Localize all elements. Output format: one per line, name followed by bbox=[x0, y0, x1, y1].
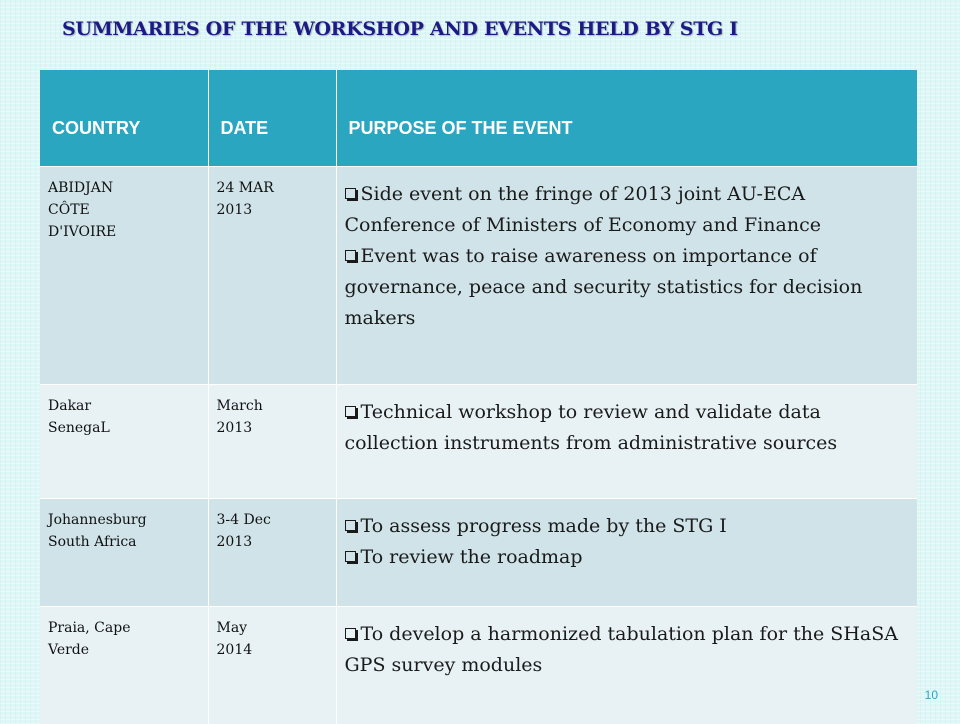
country-cell: ABIDJAN CÔTE D'IVOIRE bbox=[40, 166, 208, 384]
country-cell: Johannesburg South Africa bbox=[40, 498, 208, 606]
purpose-bullet bbox=[345, 511, 910, 542]
page-number: 10 bbox=[924, 688, 938, 702]
bullet-text: Event was to raise awareness on importance of governance, peace and security statistics for decision makers bbox=[344, 244, 863, 329]
purpose-cell bbox=[336, 166, 917, 384]
purpose-bullet bbox=[345, 542, 910, 573]
table-row bbox=[40, 606, 917, 724]
checkbox-bullet-icon bbox=[345, 250, 356, 261]
table-header-row bbox=[40, 70, 917, 166]
checkbox-bullet-icon bbox=[345, 551, 356, 562]
checkbox-bullet-icon bbox=[345, 628, 356, 639]
purpose-bullet bbox=[345, 619, 910, 681]
purpose-cell bbox=[336, 606, 917, 724]
events-table bbox=[40, 70, 917, 724]
date-cell: 24 MAR 2013 bbox=[208, 166, 336, 384]
checkbox-bullet-icon bbox=[345, 188, 356, 199]
purpose-bullet bbox=[345, 179, 910, 241]
date-cell: 3-4 Dec 2013 bbox=[208, 498, 336, 606]
header-purpose: PURPOSE OF THE EVENT bbox=[336, 70, 917, 166]
header-date: DATE bbox=[208, 70, 336, 166]
checkbox-bullet-icon bbox=[345, 406, 356, 417]
bullet-text: To develop a harmonized tabulation plan for the SHaSA GPS survey modules bbox=[344, 622, 898, 676]
bullet-text: To assess progress made by the STG I bbox=[360, 514, 727, 537]
bullet-text: Side event on the fringe of 2013 joint AU-ECA Conference of Ministers of Economy and Finance bbox=[344, 182, 821, 236]
purpose-bullet bbox=[345, 241, 910, 334]
purpose-bullet bbox=[345, 397, 910, 459]
date-cell: May 2014 bbox=[208, 606, 336, 724]
header-country: COUNTRY bbox=[40, 70, 208, 166]
checkbox-bullet-icon bbox=[345, 520, 356, 531]
bullet-text: To review the roadmap bbox=[360, 545, 583, 568]
table-row bbox=[40, 166, 917, 384]
date-cell: March 2013 bbox=[208, 384, 336, 498]
country-cell: Praia, Cape Verde bbox=[40, 606, 208, 724]
table-row bbox=[40, 384, 917, 498]
slide-title: SUMMARIES OF THE WORKSHOP AND EVENTS HELD BY STG I bbox=[62, 18, 738, 40]
purpose-cell bbox=[336, 384, 917, 498]
table-row bbox=[40, 498, 917, 606]
country-cell: Dakar SenegaL bbox=[40, 384, 208, 498]
purpose-cell bbox=[336, 498, 917, 606]
bullet-text: Technical workshop to review and validate data collection instruments from administrative sources bbox=[344, 400, 838, 454]
